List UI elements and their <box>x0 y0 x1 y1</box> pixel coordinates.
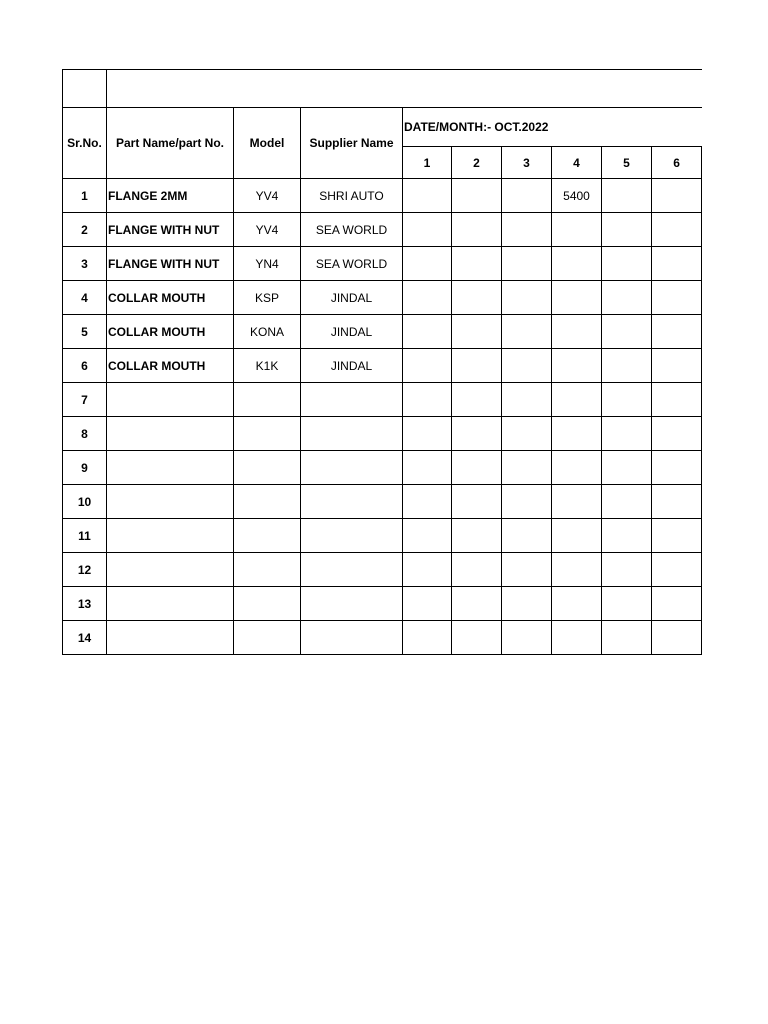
cell-day-2[interactable] <box>452 621 502 655</box>
cell-day-2[interactable] <box>452 519 502 553</box>
cell-sr-no[interactable]: 10 <box>63 485 107 519</box>
cell-day-1[interactable] <box>403 417 452 451</box>
cell-supplier-name[interactable]: SEA WORLD <box>301 247 403 281</box>
cell-day-2[interactable] <box>452 315 502 349</box>
cell-supplier-name[interactable] <box>301 553 403 587</box>
cell-supplier-name[interactable]: JINDAL <box>301 281 403 315</box>
cell-sr-no[interactable]: 13 <box>63 587 107 621</box>
cell-day-5[interactable] <box>602 485 652 519</box>
cell-day-6[interactable] <box>652 281 702 315</box>
cell-part-name[interactable] <box>107 485 234 519</box>
table-row <box>63 417 702 451</box>
cell-model[interactable] <box>234 621 301 655</box>
cell-sr-no[interactable]: 14 <box>63 621 107 655</box>
header-day-3: 3 <box>502 147 552 179</box>
cell-day-1[interactable] <box>403 485 452 519</box>
table-row <box>63 213 702 247</box>
table-row <box>63 485 702 519</box>
cell-day-4[interactable] <box>552 383 602 417</box>
cell-model[interactable] <box>234 553 301 587</box>
cell-day-3[interactable] <box>502 553 552 587</box>
header-model: Model <box>234 108 301 179</box>
cell-day-2[interactable] <box>452 281 502 315</box>
table-body <box>63 70 702 655</box>
cell-day-2[interactable] <box>452 553 502 587</box>
cell-model[interactable] <box>234 383 301 417</box>
cell-day-6[interactable] <box>652 315 702 349</box>
header-day-5: 5 <box>602 147 652 179</box>
cell-day-5[interactable] <box>602 383 652 417</box>
cell-day-5[interactable] <box>602 553 652 587</box>
cell-model[interactable] <box>234 519 301 553</box>
cell-day-6[interactable] <box>652 417 702 451</box>
cell-day-1[interactable] <box>403 315 452 349</box>
cell-day-3[interactable] <box>502 417 552 451</box>
cell-day-6[interactable] <box>652 485 702 519</box>
cell-day-1[interactable] <box>403 519 452 553</box>
cell-model[interactable] <box>234 587 301 621</box>
cell-day-4[interactable] <box>552 349 602 383</box>
cell-day-2[interactable] <box>452 179 502 213</box>
cell-supplier-name[interactable] <box>301 519 403 553</box>
cell-model[interactable]: KONA <box>234 315 301 349</box>
cell-part-name[interactable]: FLANGE WITH NUT <box>107 213 234 247</box>
header-supplier-name: Supplier Name <box>301 108 403 179</box>
cell-day-1[interactable] <box>403 349 452 383</box>
cell-day-2[interactable] <box>452 485 502 519</box>
cell-supplier-name[interactable]: SEA WORLD <box>301 213 403 247</box>
cell-day-3[interactable] <box>502 383 552 417</box>
cell-day-3[interactable] <box>502 587 552 621</box>
cell-day-3[interactable] <box>502 621 552 655</box>
cell-day-6[interactable] <box>652 213 702 247</box>
cell-day-3[interactable] <box>502 179 552 213</box>
cell-day-2[interactable] <box>452 587 502 621</box>
header-day-4: 4 <box>552 147 602 179</box>
cell-supplier-name[interactable] <box>301 383 403 417</box>
cell-model[interactable]: YV4 <box>234 213 301 247</box>
table-row <box>63 179 702 213</box>
header-sr-no: Sr.No. <box>63 108 107 179</box>
cell-supplier-name[interactable]: JINDAL <box>301 315 403 349</box>
cell-part-name[interactable] <box>107 417 234 451</box>
cell-day-5[interactable] <box>602 179 652 213</box>
cell-day-3[interactable] <box>502 247 552 281</box>
cell-model[interactable]: KSP <box>234 281 301 315</box>
header-day-1: 1 <box>403 147 452 179</box>
cell-day-2[interactable] <box>452 247 502 281</box>
cell-part-name[interactable] <box>107 451 234 485</box>
cell-day-1[interactable] <box>403 451 452 485</box>
cell-day-6[interactable] <box>652 349 702 383</box>
cell-supplier-name[interactable] <box>301 587 403 621</box>
cell-part-name[interactable] <box>107 553 234 587</box>
cell-day-5[interactable] <box>602 587 652 621</box>
cell-day-3[interactable] <box>502 213 552 247</box>
table-row <box>63 553 702 587</box>
cell-day-5[interactable] <box>602 247 652 281</box>
cell-supplier-name[interactable]: JINDAL <box>301 349 403 383</box>
table-row <box>63 247 702 281</box>
cell-sr-no[interactable]: 6 <box>63 349 107 383</box>
cell-sr-no[interactable]: 3 <box>63 247 107 281</box>
title-cell[interactable] <box>107 70 702 108</box>
cell-day-2[interactable] <box>452 383 502 417</box>
cell-day-4[interactable] <box>552 213 602 247</box>
cell-day-4[interactable] <box>552 587 602 621</box>
cell-day-5[interactable] <box>602 315 652 349</box>
supply-sheet <box>62 69 701 655</box>
cell-day-1[interactable] <box>403 553 452 587</box>
cell-part-name[interactable]: FLANGE 2MM <box>107 179 234 213</box>
header-part-name: Part Name/part No. <box>107 108 234 179</box>
cell-supplier-name[interactable] <box>301 417 403 451</box>
header-date-month: DATE/MONTH:- OCT.2022 <box>403 108 702 147</box>
cell-day-6[interactable] <box>652 621 702 655</box>
cell-model[interactable] <box>234 485 301 519</box>
cell-part-name[interactable] <box>107 383 234 417</box>
cell-day-6[interactable] <box>652 247 702 281</box>
table-row <box>63 383 702 417</box>
cell-part-name[interactable]: FLANGE WITH NUT <box>107 247 234 281</box>
cell-part-name[interactable] <box>107 519 234 553</box>
cell-part-name[interactable] <box>107 587 234 621</box>
cell-day-6[interactable] <box>652 519 702 553</box>
cell-day-4[interactable] <box>552 621 602 655</box>
cell-day-1[interactable] <box>403 179 452 213</box>
cell-sr-no[interactable]: 5 <box>63 315 107 349</box>
table-row <box>63 451 702 485</box>
cell-day-5[interactable] <box>602 281 652 315</box>
table-row <box>63 621 702 655</box>
table-row <box>63 519 702 553</box>
cell-day-1[interactable] <box>403 621 452 655</box>
table-row <box>63 349 702 383</box>
header-day-6: 6 <box>652 147 702 179</box>
header-row <box>63 108 702 147</box>
cell-model[interactable]: YN4 <box>234 247 301 281</box>
cell-day-6[interactable] <box>652 587 702 621</box>
cell-part-name[interactable]: COLLAR MOUTH <box>107 315 234 349</box>
cell-day-4[interactable] <box>552 485 602 519</box>
cell-supplier-name[interactable] <box>301 451 403 485</box>
cell-part-name[interactable]: COLLAR MOUTH <box>107 281 234 315</box>
cell-sr-no[interactable]: 11 <box>63 519 107 553</box>
cell-day-5[interactable] <box>602 349 652 383</box>
cell-supplier-name[interactable] <box>301 485 403 519</box>
cell-supplier-name[interactable] <box>301 621 403 655</box>
cell-day-3[interactable] <box>502 349 552 383</box>
cell-day-1[interactable] <box>403 281 452 315</box>
cell-day-5[interactable] <box>602 451 652 485</box>
cell-day-1[interactable] <box>403 587 452 621</box>
cell-day-4[interactable] <box>552 553 602 587</box>
cell-part-name[interactable] <box>107 621 234 655</box>
cell-model[interactable] <box>234 451 301 485</box>
title-corner-cell[interactable] <box>63 70 107 108</box>
header-day-2: 2 <box>452 147 502 179</box>
cell-sr-no[interactable]: 8 <box>63 417 107 451</box>
cell-day-2[interactable] <box>452 417 502 451</box>
cell-day-6[interactable] <box>652 179 702 213</box>
cell-day-1[interactable] <box>403 247 452 281</box>
cell-day-3[interactable] <box>502 451 552 485</box>
table-row <box>63 281 702 315</box>
cell-day-3[interactable] <box>502 519 552 553</box>
cell-day-5[interactable] <box>602 213 652 247</box>
supply-table <box>62 69 702 655</box>
cell-part-name[interactable]: COLLAR MOUTH <box>107 349 234 383</box>
cell-day-6[interactable] <box>652 451 702 485</box>
cell-day-5[interactable] <box>602 621 652 655</box>
cell-model[interactable] <box>234 417 301 451</box>
title-row <box>63 70 702 108</box>
cell-day-4[interactable] <box>552 451 602 485</box>
cell-day-4[interactable] <box>552 417 602 451</box>
cell-day-4[interactable]: 5400 <box>552 179 602 213</box>
cell-day-2[interactable] <box>452 213 502 247</box>
cell-day-4[interactable] <box>552 281 602 315</box>
cell-sr-no[interactable]: 12 <box>63 553 107 587</box>
table-row <box>63 587 702 621</box>
cell-sr-no[interactable]: 1 <box>63 179 107 213</box>
cell-day-5[interactable] <box>602 417 652 451</box>
cell-day-3[interactable] <box>502 485 552 519</box>
cell-sr-no[interactable]: 2 <box>63 213 107 247</box>
cell-day-2[interactable] <box>452 451 502 485</box>
cell-day-3[interactable] <box>502 281 552 315</box>
cell-day-5[interactable] <box>602 519 652 553</box>
cell-day-4[interactable] <box>552 519 602 553</box>
cell-sr-no[interactable]: 9 <box>63 451 107 485</box>
cell-sr-no[interactable]: 4 <box>63 281 107 315</box>
cell-day-2[interactable] <box>452 349 502 383</box>
cell-day-6[interactable] <box>652 553 702 587</box>
cell-day-4[interactable] <box>552 315 602 349</box>
cell-day-4[interactable] <box>552 247 602 281</box>
cell-sr-no[interactable]: 7 <box>63 383 107 417</box>
cell-day-6[interactable] <box>652 383 702 417</box>
cell-model[interactable]: K1K <box>234 349 301 383</box>
cell-model[interactable]: YV4 <box>234 179 301 213</box>
cell-supplier-name[interactable]: SHRI AUTO <box>301 179 403 213</box>
table-row <box>63 315 702 349</box>
cell-day-1[interactable] <box>403 383 452 417</box>
cell-day-1[interactable] <box>403 213 452 247</box>
cell-day-3[interactable] <box>502 315 552 349</box>
